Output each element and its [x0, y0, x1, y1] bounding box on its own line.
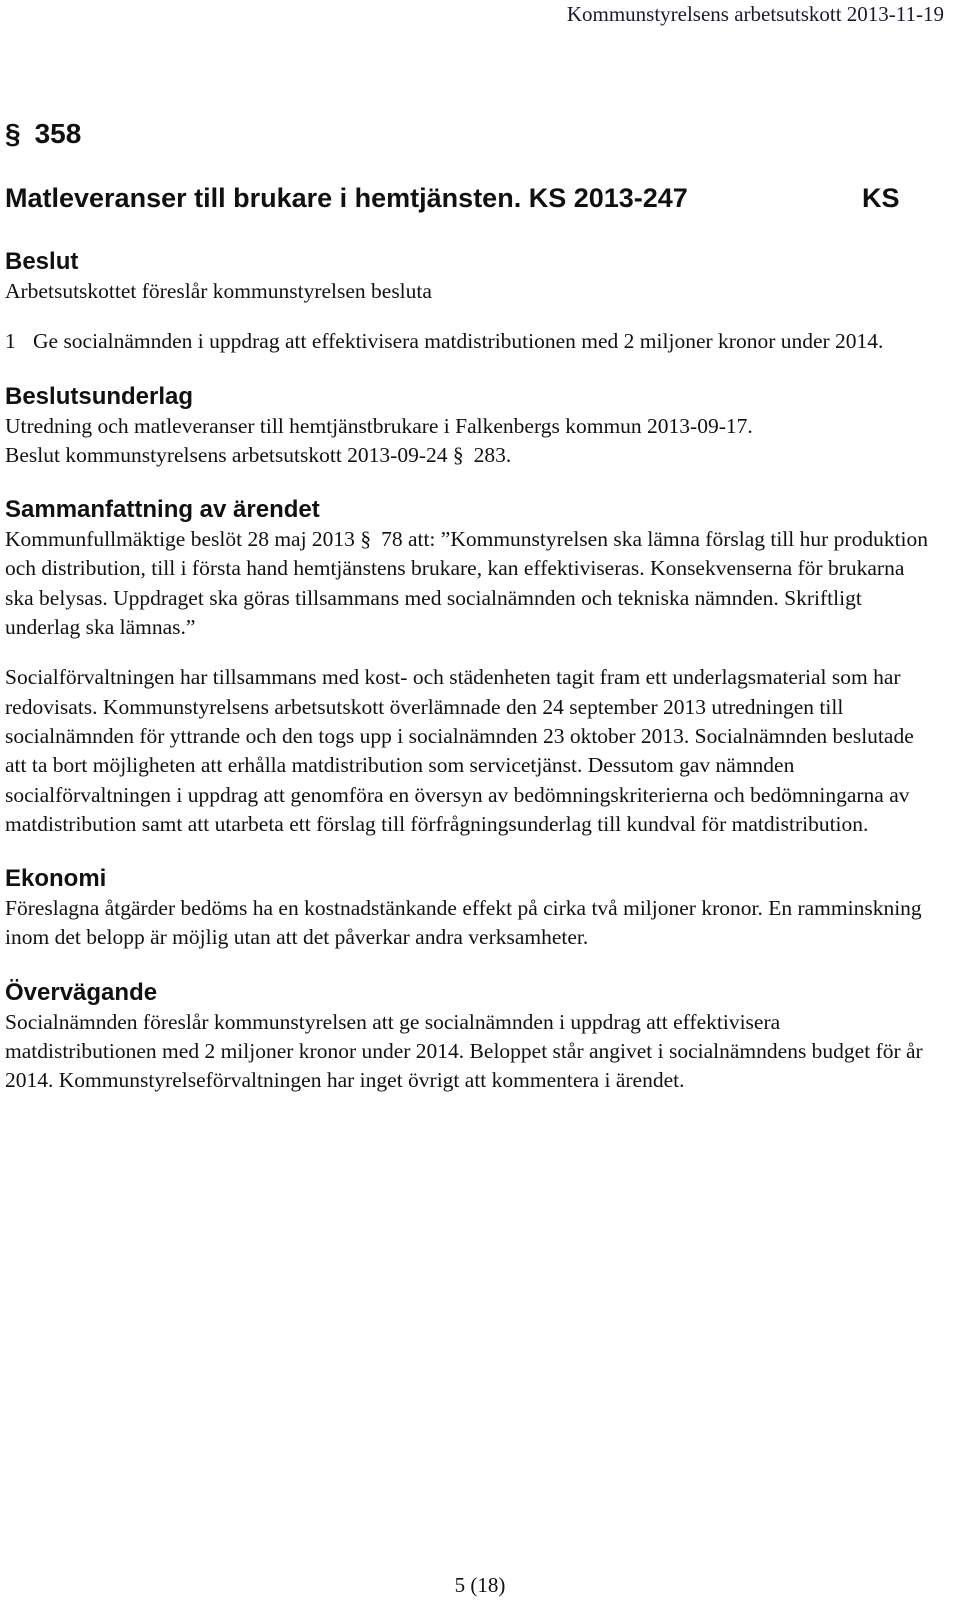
beslutsunderlag-heading: Beslutsunderlag [5, 382, 194, 410]
beslutsunderlag-line-1: Utredning och matleveranser till hemtjänstbrukare i Falkenbergs kommun 2013-09-17. [5, 413, 753, 438]
section-symbol: § [452, 442, 464, 467]
beslutsunderlag-line-2-prefix: Beslut kommunstyrelsens arbetsutskott 2013-09-24 [5, 442, 448, 467]
section-number [5, 118, 81, 150]
sammanfattning-paragraph-1 [5, 525, 935, 642]
running-header: Kommunstyrelsens arbetsutskott 2013-11-19 [566, 2, 944, 26]
beslut-intro: Arbetsutskottet föreslår kommunstyrelsen besluta [5, 279, 432, 303]
sammanfattning-paragraph-2: Socialförvaltningen har tillsammans med kost- och städenheten tagit fram ett underlagsmaterial som har redovisats. Kommunstyrelsens arbetsutskott överlämnade den 24 september 2013 utredningen till socialnämnden för yttrande och den togs upp i socialnämnden 23 oktober 2013. Socialnämnden beslutade att ta bort möjligheten att erhålla matdistribution som servicetjänst. Dessutom gav nämnden socialförvaltningen i uppdrag att genomföra en översyn av bedömningskriterierna och bedömningarna av matdistribution samt att utarbeta ett förslag till förfrågningsunderlag till kundval för matdistribution. [5, 665, 914, 836]
sammanfattning-p1-suffix: 78 att: ”Kommunstyrelsen ska lämna förslag till hur produktion och distribution, till i första hand hemtjänstens brukare, kan effektiviseras. Konsekvenserna för brukarna ska belysas. Uppdraget ska göras tillsammans med socialnämnden och tekniska nämnden. Skriftligt underlag ska lämnas.” [5, 527, 929, 640]
page-number: 5 (18) [454, 1573, 506, 1597]
beslutsunderlag-line-2 [5, 441, 935, 470]
section-number-value: 358 [34, 118, 82, 149]
beslutsunderlag-line-2-suffix: 283. [473, 442, 512, 467]
beslut-item [5, 327, 935, 356]
section-symbol: § [5, 118, 21, 149]
department-code: KS [862, 183, 900, 213]
overvagande-heading: Övervägande [5, 978, 158, 1006]
document-body [5, 247, 935, 1096]
case-title: Matleveranser till brukare i hemtjänsten. KS 2013-247 [5, 183, 688, 213]
ekonomi-text: Föreslagna åtgärder bedöms ha en kostnadstänkande effekt på cirka två miljoner kronor. En ramminskning inom det belopp är möjlig utan att det påverkar andra verksamheter. [5, 896, 922, 950]
overvagande-text: Socialnämnden föreslår kommunstyrelsen att ge socialnämnden i uppdrag att effektivisera matdistributionen med 2 miljoner kronor under 2014. Beloppet står angivet i socialnämndens budget för år 2014. Kommunstyrelseförvaltningen har inget övrigt att kommentera i ärendet. [5, 1009, 923, 1093]
sammanfattning-p1-prefix: Kommunfullmäktige beslöt 28 maj 2013 [5, 527, 355, 552]
ekonomi-heading: Ekonomi [5, 865, 107, 893]
beslut-heading: Beslut [5, 248, 79, 275]
sammanfattning-heading: Sammanfattning av ärendet [5, 496, 320, 524]
beslut-item-number: 1 [5, 329, 16, 354]
case-title-row [5, 183, 910, 214]
section-symbol: § [360, 527, 372, 552]
beslut-item-text: Ge socialnämnden i uppdrag att effektivisera matdistributionen med 2 miljoner kronor under 2014. [33, 329, 884, 354]
